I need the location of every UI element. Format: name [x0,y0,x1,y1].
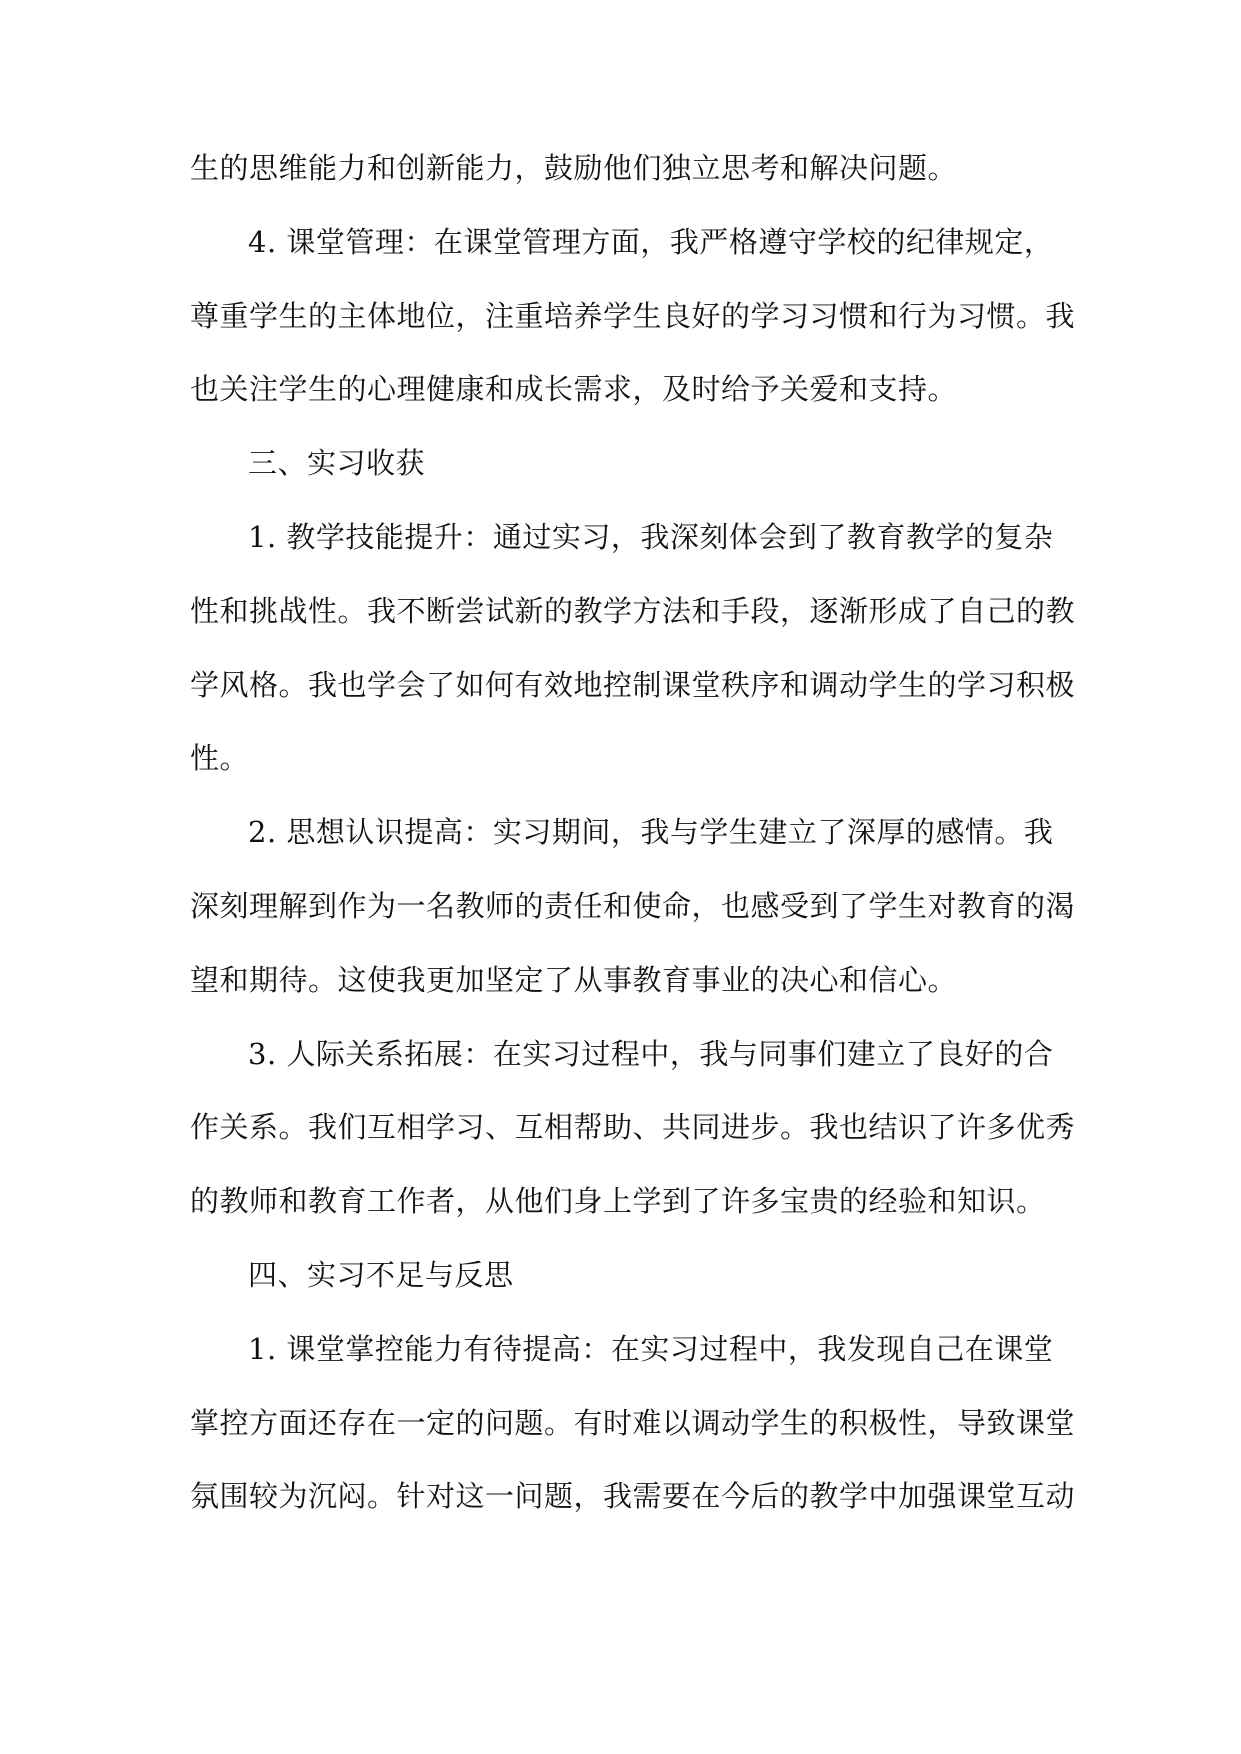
section-heading-internship-gains: 三、实习收获 [248,446,426,481]
paragraph-line: 生的思维能力和创新能力，鼓励他们独立思考和解决问题。 [190,151,958,185]
paragraph-line: 掌控方面还存在一定的问题。有时难以调动学生的积极性，导致课堂 [190,1405,1076,1440]
paragraph-line: 的教师和教育工作者，从他们身上学到了许多宝贵的经验和知识。 [190,1184,1046,1219]
list-item-classroom-control: 1. 课堂掌控能力有待提高：在实习过程中，我发现自己在课堂 [248,1331,1054,1366]
section-heading-shortcomings-reflection: 四、实习不足与反思 [248,1257,514,1292]
paragraph-line: 也关注学生的心理健康和成长需求，及时给予关爱和支持。 [190,372,958,407]
list-item-ideological-awareness: 2. 思想认识提高：实习期间，我与学生建立了深厚的感情。我 [248,815,1054,850]
paragraph-line: 作关系。我们互相学习、互相帮助、共同进步。我也结识了许多优秀 [190,1110,1076,1145]
paragraph-line: 性。 [190,741,250,776]
paragraph-line: 氛围较为沉闷。针对这一问题，我需要在今后的教学中加强课堂互动 [190,1479,1076,1514]
paragraph-line: 望和期待。这使我更加坚定了从事教育事业的决心和信心。 [190,962,958,997]
list-item-classroom-management: 4. 课堂管理：在课堂管理方面，我严格遵守学校的纪律规定， [248,224,1054,259]
paragraph-line: 尊重学生的主体地位，注重培养学生良好的学习习惯和行为习惯。我 [190,298,1076,333]
paragraph-line: 性和挑战性。我不断尝试新的教学方法和手段，逐渐形成了自己的教 [190,593,1076,628]
list-item-interpersonal-relations: 3. 人际关系拓展：在实习过程中，我与同事们建立了良好的合 [248,1036,1054,1071]
document-body [190,132,1076,1534]
list-item-teaching-skills: 1. 教学技能提升：通过实习，我深刻体会到了教育教学的复杂 [248,519,1054,554]
paragraph-line: 学风格。我也学会了如何有效地控制课堂秩序和调动学生的学习积极 [190,667,1076,702]
paragraph-line: 深刻理解到作为一名教师的责任和使命，也感受到了学生对教育的渴 [190,888,1076,923]
